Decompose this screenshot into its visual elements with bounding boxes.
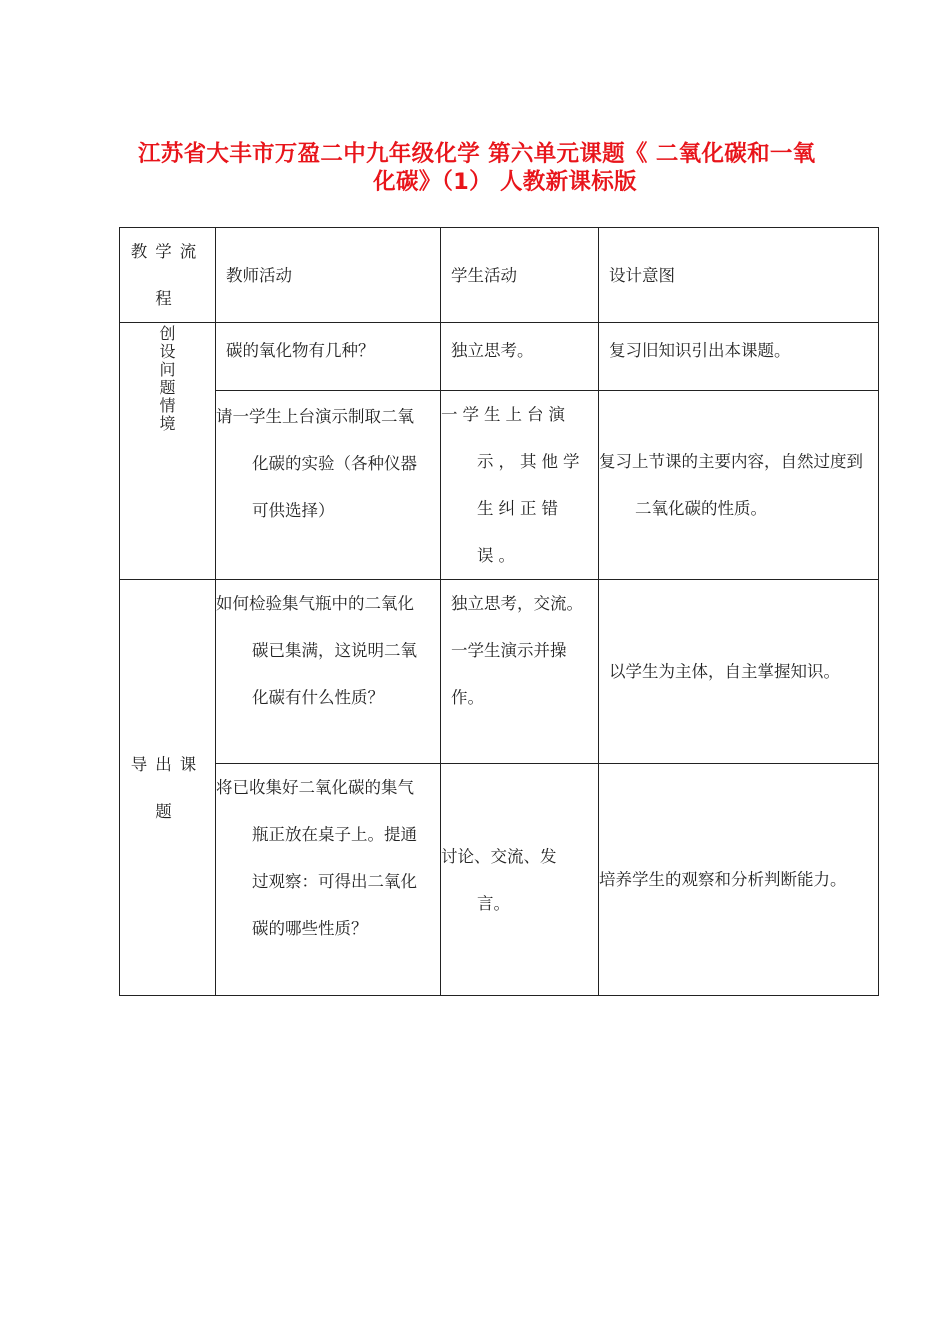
- intent-cell: 复习旧知识引出本课题。: [599, 323, 879, 391]
- header-student: 学生活动: [441, 228, 599, 323]
- table-row: [120, 391, 879, 580]
- header-intent: 设计意图: [599, 228, 879, 323]
- table-header-row: [120, 228, 879, 323]
- stage-cell-2: 导出课题: [120, 580, 216, 996]
- header-teacher: 教师活动: [216, 228, 441, 323]
- header-stage: 教学流程: [120, 228, 216, 323]
- stage-label-1: 创设问题情境: [159, 324, 176, 433]
- teacher-cell: 请一学生上台演示制取二氧化碳的实验（各种仪器可供选择）: [216, 391, 441, 580]
- document-title: [120, 140, 890, 196]
- student-cell: 一学生上台演示，其他学生纠正错误。: [441, 391, 599, 580]
- stage-cell-1: [120, 323, 216, 580]
- table-row: [120, 580, 879, 764]
- intent-cell: 复习上节课的主要内容，自然过度到二氧化碳的性质。: [599, 391, 879, 580]
- student-cell: 独立思考。: [441, 323, 599, 391]
- intent-cell: 培养学生的观察和分析判断能力。: [599, 764, 879, 996]
- title-line-1: 江苏省大丰市万盈二中九年级化学 第六单元课题《 二氧化碳和一氧: [138, 141, 816, 167]
- table-row: [120, 323, 879, 391]
- student-cell: 讨论、交流、发言。: [441, 764, 599, 996]
- student-cell: 独立思考，交流。一学生演示并操作。: [441, 580, 599, 764]
- teacher-cell: 如何检验集气瓶中的二氧化碳已集满，这说明二氧化碳有什么性质？: [216, 580, 441, 764]
- teacher-cell: 将已收集好二氧化碳的集气瓶正放在桌子上。提通过观察：可得出二氧化碳的哪些性质？: [216, 764, 441, 996]
- lesson-plan-table: [119, 227, 879, 996]
- intent-cell: 以学生为主体，自主掌握知识。: [599, 580, 879, 764]
- title-line-2: 化碳》（1） 人教新课标版: [373, 169, 637, 195]
- teacher-cell: 碳的氧化物有几种？: [216, 323, 441, 391]
- table-row: [120, 764, 879, 996]
